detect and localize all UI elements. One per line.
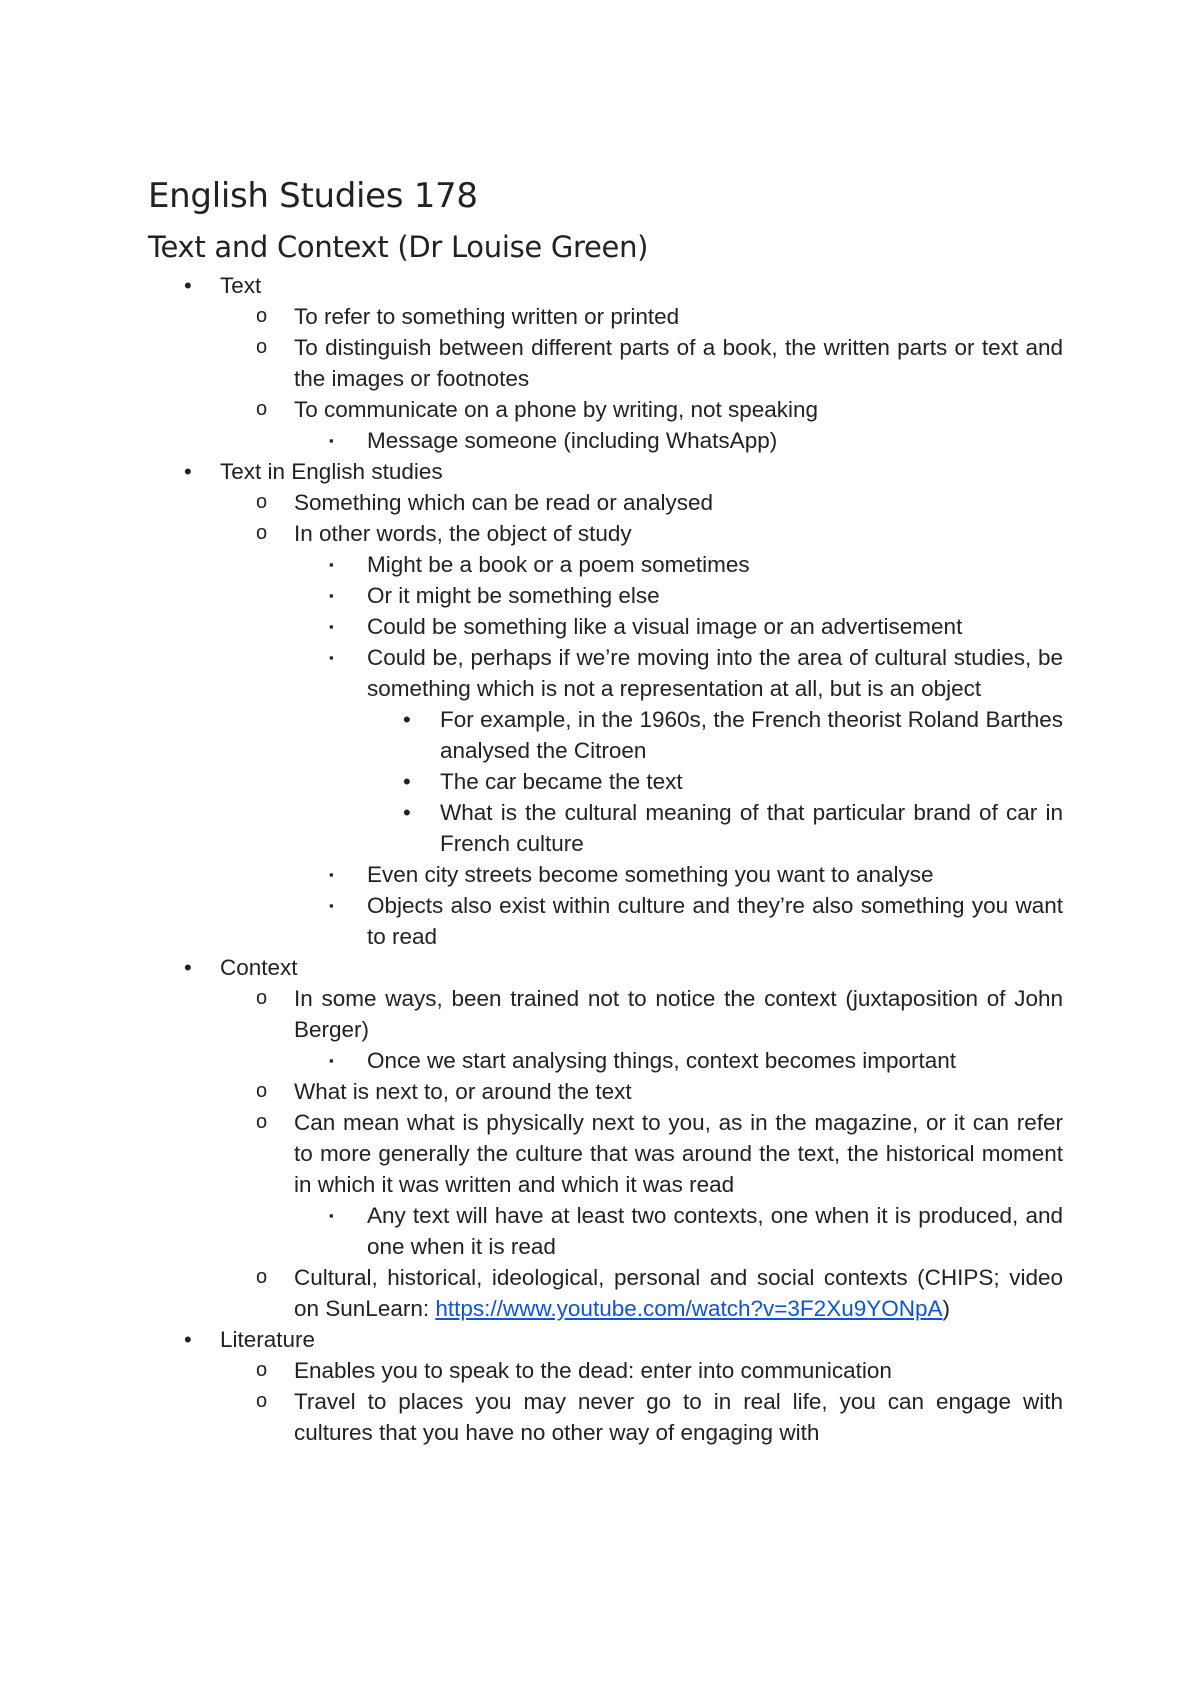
bullet-icon: • — [403, 800, 411, 825]
square-bullet-icon: ▪ — [329, 1208, 334, 1223]
circle-bullet-icon: o — [256, 305, 268, 327]
square-bullet-icon: ▪ — [329, 619, 334, 634]
list-item: o Can mean what is physically next to you, as in the magazine, or it can refer to more generally the culture that was around the text, the historical moment in which it was written and which it was read — [148, 1107, 1063, 1200]
circle-bullet-icon: o — [256, 336, 268, 358]
page-title: English Studies 178 — [148, 176, 478, 216]
bullet-icon: • — [403, 707, 411, 732]
circle-bullet-icon: o — [256, 1390, 268, 1412]
list-item: o To distinguish between different parts of a book, the written parts or text and the images or footnotes — [148, 332, 1063, 394]
list-item: • Context — [148, 952, 1063, 983]
list-item: o Travel to places you may never go to in real life, you can engage with cultures that you have no other way of engaging with — [148, 1386, 1063, 1448]
square-bullet-icon: ▪ — [329, 650, 334, 665]
circle-bullet-icon: o — [256, 987, 268, 1009]
list-item: ▪ Could be, perhaps if we’re moving into the area of cultural studies, be something which is not a representation at all, but is an object — [148, 642, 1063, 704]
bullet-icon: • — [184, 273, 192, 298]
list-item: • The car became the text — [148, 766, 1063, 797]
list-item: • Literature — [148, 1324, 1063, 1355]
list-item: o To communicate on a phone by writing, not speaking — [148, 394, 1063, 425]
list-item: ▪ Once we start analysing things, context becomes important — [148, 1045, 1063, 1076]
youtube-video-link[interactable]: https://www.youtube.com/watch?v=3F2Xu9YONpA — [435, 1296, 943, 1321]
list-item: ▪ Or it might be something else — [148, 580, 1063, 611]
square-bullet-icon: ▪ — [329, 867, 334, 882]
list-item: o Something which can be read or analysed — [148, 487, 1063, 518]
list-item: ▪ Any text will have at least two contexts, one when it is produced, and one when it is read — [148, 1200, 1063, 1262]
list-item: ▪ Might be a book or a poem sometimes — [148, 549, 1063, 580]
bullet-icon: • — [184, 955, 192, 980]
circle-bullet-icon: o — [256, 398, 268, 420]
list-item: • For example, in the 1960s, the French theorist Roland Barthes analysed the Citroen — [148, 704, 1063, 766]
list-item: • Text — [148, 270, 1063, 301]
circle-bullet-icon: o — [256, 1111, 268, 1133]
section-heading: Text and Context (Dr Louise Green) — [148, 230, 649, 264]
bullet-icon: • — [184, 1327, 192, 1352]
circle-bullet-icon: o — [256, 491, 268, 513]
list-item: o In other words, the object of study — [148, 518, 1063, 549]
bullet-icon: • — [403, 769, 411, 794]
circle-bullet-icon: o — [256, 1359, 268, 1381]
list-item: • Text in English studies — [148, 456, 1063, 487]
list-item: o In some ways, been trained not to notice the context (juxtaposition of John Berger) — [148, 983, 1063, 1045]
list-item: o What is next to, or around the text — [148, 1076, 1063, 1107]
circle-bullet-icon: o — [256, 522, 268, 544]
list-item: • What is the cultural meaning of that particular brand of car in French culture — [148, 797, 1063, 859]
square-bullet-icon: ▪ — [329, 898, 334, 913]
circle-bullet-icon: o — [256, 1080, 268, 1102]
square-bullet-icon: ▪ — [329, 588, 334, 603]
list-item-chips: o Cultural, historical, ideological, personal and social contexts (CHIPS; video on SunLearn: https://www.youtube.com/watch?v=3F2Xu9YONpA) — [148, 1262, 1063, 1324]
square-bullet-icon: ▪ — [329, 1053, 334, 1068]
square-bullet-icon: ▪ — [329, 433, 334, 448]
circle-bullet-icon: o — [256, 1266, 268, 1288]
list-item: ▪ Objects also exist within culture and they’re also something you want to read — [148, 890, 1063, 952]
bullet-icon: • — [184, 459, 192, 484]
list-item: o Enables you to speak to the dead: enter into communication — [148, 1355, 1063, 1386]
square-bullet-icon: ▪ — [329, 557, 334, 572]
list-item: ▪ Could be something like a visual image or an advertisement — [148, 611, 1063, 642]
document-content — [148, 172, 1063, 1448]
list-item: ▪ Even city streets become something you want to analyse — [148, 859, 1063, 890]
list-item: o To refer to something written or printed — [148, 301, 1063, 332]
list-item: ▪ Message someone (including WhatsApp) — [148, 425, 1063, 456]
